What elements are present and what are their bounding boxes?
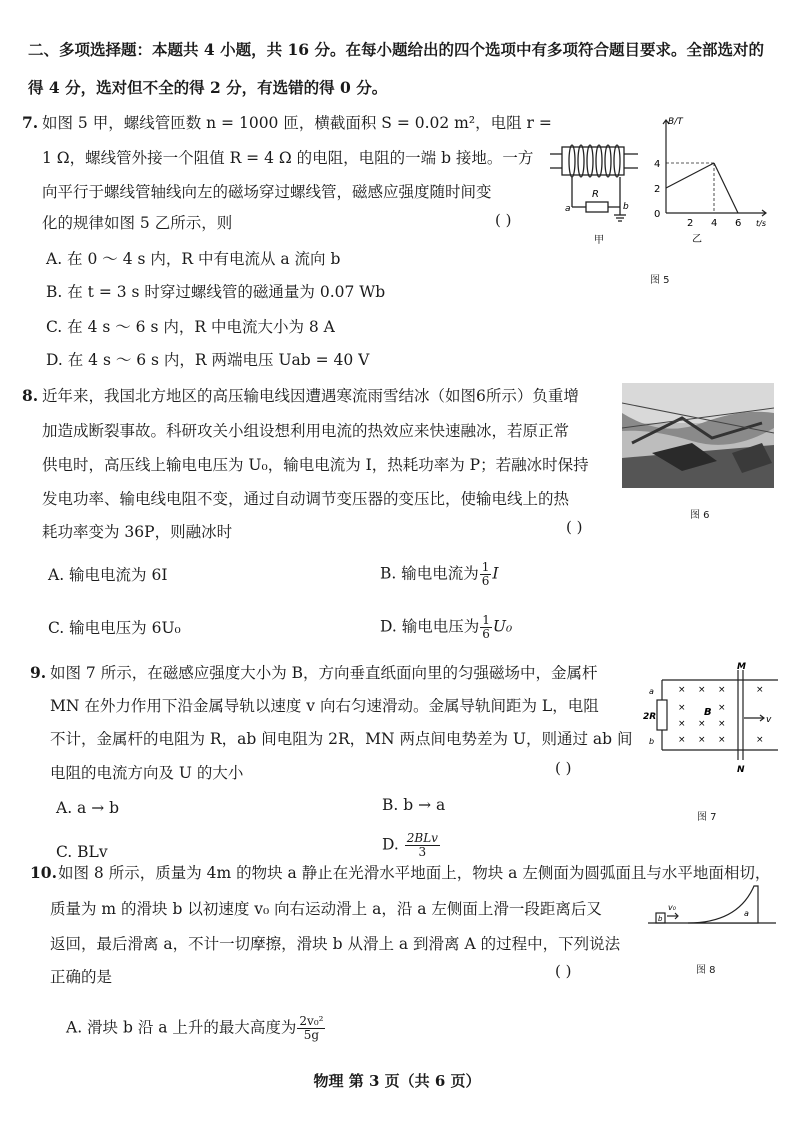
q7-option-b: B. 在 t = 3 s 时穿过螺线管的磁通量为 0.07 Wb xyxy=(46,283,386,301)
q9-stem-line3: 不计，金属杆的电阻为 R，ab 间电阻为 2R，MN 两点间电势差为 U，则通过 ab 间 xyxy=(50,730,633,748)
q9-stem-line2: MN 在外力作用下沿金属导轨以速度 v 向右匀速滑动。金属导轨间距为 L，电阻 xyxy=(50,697,599,715)
figure-8-block-on-curved-surface xyxy=(648,880,778,928)
svg-text:×: × xyxy=(718,719,726,729)
fig8-label-a: a xyxy=(744,909,749,918)
fig5-label-jia: 甲 xyxy=(594,235,604,246)
q8-stem-line1: 近年来，我国北方地区的高压输电线因遭遇寒流雨雪结冰（如图6所示）负重增 xyxy=(42,387,579,405)
figure-6-iced-power-line-photo xyxy=(622,383,774,488)
q7-stem-line4: 化的规律如图 5 乙所示，则 xyxy=(42,214,233,232)
svg-text:×: × xyxy=(698,719,706,729)
q8-option-d-fraction: $\frac{1}{6}$ xyxy=(482,613,490,641)
svg-text:×: × xyxy=(718,735,726,745)
q9-stem-line4: 电阻的电流方向及 U 的大小 xyxy=(50,764,244,782)
fig7-label-B: B xyxy=(704,707,712,718)
q7-answer-paren: ( ) xyxy=(495,211,512,229)
q8-option-b xyxy=(380,561,499,588)
q9-number: 9. xyxy=(30,663,47,682)
q7-option-a: A. 在 0 ～ 4 s 内，R 中有电流从 a 流向 b xyxy=(46,250,341,268)
q10-option-a-text: A. 滑块 b 沿 a 上升的最大高度为 xyxy=(66,1018,297,1037)
figure-6-caption: 图 6 xyxy=(690,510,710,521)
page-footer: 物理 第 3 页（共 6 页） xyxy=(313,1072,481,1090)
fig5-ytick-0: 0 xyxy=(654,209,661,220)
q10-number: 10. xyxy=(30,863,57,882)
svg-text:×: × xyxy=(756,735,764,745)
fig8-label-v0: v₀ xyxy=(668,903,676,912)
q7-option-c: C. 在 4 s ～ 6 s 内，R 中电流大小为 8 A xyxy=(46,318,335,336)
q9-answer-paren: ( ) xyxy=(555,759,572,777)
fig8-label-b: b xyxy=(658,915,663,923)
figure-8-caption: 图 8 xyxy=(696,965,716,976)
q7-stem-line1: 如图 5 甲，螺线管匝数 n = 1000 匝，横截面积 S = 0.02 m²，电阻 r = xyxy=(42,114,552,132)
svg-text:×: × xyxy=(678,735,686,745)
q10-option-a-fraction: $\frac{\text{2v₀²}}{5g}$ xyxy=(299,1014,324,1042)
q10-stem-line2: 质量为 m 的滑块 b 以初速度 v₀ 向右运动滑上 a，沿 a 左侧面上滑一段距离后又 xyxy=(50,900,602,918)
q10-stem-line1: 如图 8 所示，质量为 4m 的物块 a 静止在光滑水平地面上，物块 a 左侧面为圆弧面且与水平地面相切， xyxy=(58,864,771,882)
q9-option-d-label: D. xyxy=(382,835,399,854)
section-header-line1: 二、多项选择题：本题共 4 小题，共 16 分。在每小题给出的四个选项中有多项符合题目要求。全部选对的 xyxy=(28,40,764,59)
fig5-xtick-2: 2 xyxy=(687,218,694,229)
q7-option-d: D. 在 4 s ～ 6 s 内，R 两端电压 Uab = 40 V xyxy=(46,351,370,369)
fig5-label-a: a xyxy=(565,204,571,214)
q9-option-b: B. b → a xyxy=(382,796,446,814)
svg-text:×: × xyxy=(698,685,706,695)
fig5-ytick-4: 4 xyxy=(654,159,661,170)
fig7-label-M: M xyxy=(737,662,746,672)
fig5-xtick-6: 6 xyxy=(735,218,742,229)
q8-option-d-text: D. 输电电压为 xyxy=(380,617,480,636)
q9-stem-line1: 如图 7 所示，在磁感应强度大小为 B，方向垂直纸面向里的匀强磁场中，金属杆 xyxy=(50,664,598,682)
figure-7-rail-circuit xyxy=(640,660,782,780)
q9-option-d xyxy=(382,832,441,859)
figure-5-b-t-graph xyxy=(648,110,773,245)
q8-option-d xyxy=(380,614,512,641)
fig5-label-yi: 乙 xyxy=(692,234,702,245)
q8-option-b-fraction: $\frac{1}{6}$ xyxy=(481,560,490,588)
q8-stem-line3: 供电时，高压线上输电电压为 U₀，输电电流为 I，热耗功率为 P；若融冰时保持 xyxy=(42,456,589,474)
svg-text:×: × xyxy=(698,735,706,745)
fig7-label-N: N xyxy=(737,765,745,775)
q9-option-d-fraction: $\frac{\text{2BLv}}{3}$ xyxy=(406,831,438,859)
q8-option-a: A. 输电电流为 6I xyxy=(48,566,168,584)
q10-stem-line4: 正确的是 xyxy=(50,968,113,986)
q8-option-b-var: I xyxy=(492,564,499,583)
svg-text:×: × xyxy=(756,685,764,695)
svg-text:×: × xyxy=(678,703,686,713)
fig7-label-a: a xyxy=(649,687,654,696)
q8-option-d-var: U₀ xyxy=(492,617,513,636)
figure-7-caption: 图 7 xyxy=(697,812,717,823)
figure-5-caption: 图 5 xyxy=(650,275,670,286)
fig7-label-v: v xyxy=(766,715,772,725)
q8-number: 8. xyxy=(22,386,39,405)
q8-stem-line2: 加造成断裂事故。科研攻关小组设想利用电流的热效应来快速融冰，若原正常 xyxy=(42,422,570,440)
fig7-label-2R: 2R xyxy=(643,712,657,722)
q10-option-a xyxy=(66,1015,326,1042)
q7-stem-line2: 1 Ω，螺线管外接一个阻值 R = 4 Ω 的电阻，电阻的一端 b 接地。一方 xyxy=(42,149,534,167)
q9-option-a: A. a → b xyxy=(56,799,120,817)
fig5-axis-y: B/T xyxy=(668,117,683,127)
fig7-label-b: b xyxy=(649,737,655,746)
fig5-xtick-4: 4 xyxy=(711,218,718,229)
q7-stem-line3: 向平行于螺线管轴线向左的磁场穿过螺线管，磁感应强度随时间变 xyxy=(42,183,492,201)
fig5-label-R: R xyxy=(592,189,599,200)
q8-option-b-text: B. 输电电流为 xyxy=(380,564,479,583)
q9-option-c: C. BLv xyxy=(56,843,108,861)
q8-stem-line4: 发电功率、输电线电阻不变，通过自动调节变压器的变压比，使输电线上的热 xyxy=(42,490,570,508)
svg-text:×: × xyxy=(718,703,726,713)
q8-option-c: C. 输电电压为 6U₀ xyxy=(48,619,181,637)
svg-text:×: × xyxy=(678,685,686,695)
fig5-ytick-2: 2 xyxy=(654,184,661,195)
figure-5-solenoid-circuit xyxy=(548,135,648,250)
q8-answer-paren: ( ) xyxy=(566,518,583,536)
q10-answer-paren: ( ) xyxy=(555,962,572,980)
q8-stem-line5: 耗功率变为 36P，则融冰时 xyxy=(42,523,233,541)
fig5-axis-x: t/s xyxy=(756,219,766,228)
section-header-line2: 得 4 分，选对但不全的得 2 分，有选错的得 0 分。 xyxy=(28,78,388,97)
svg-text:×: × xyxy=(718,685,726,695)
fig5-label-b: b xyxy=(623,202,629,212)
svg-text:×: × xyxy=(678,719,686,729)
q10-stem-line3: 返回，最后滑离 a，不计一切摩擦，滑块 b 从滑上 a 到滑离 A 的过程中，下列说法 xyxy=(50,935,621,953)
q7-number: 7. xyxy=(22,113,39,132)
